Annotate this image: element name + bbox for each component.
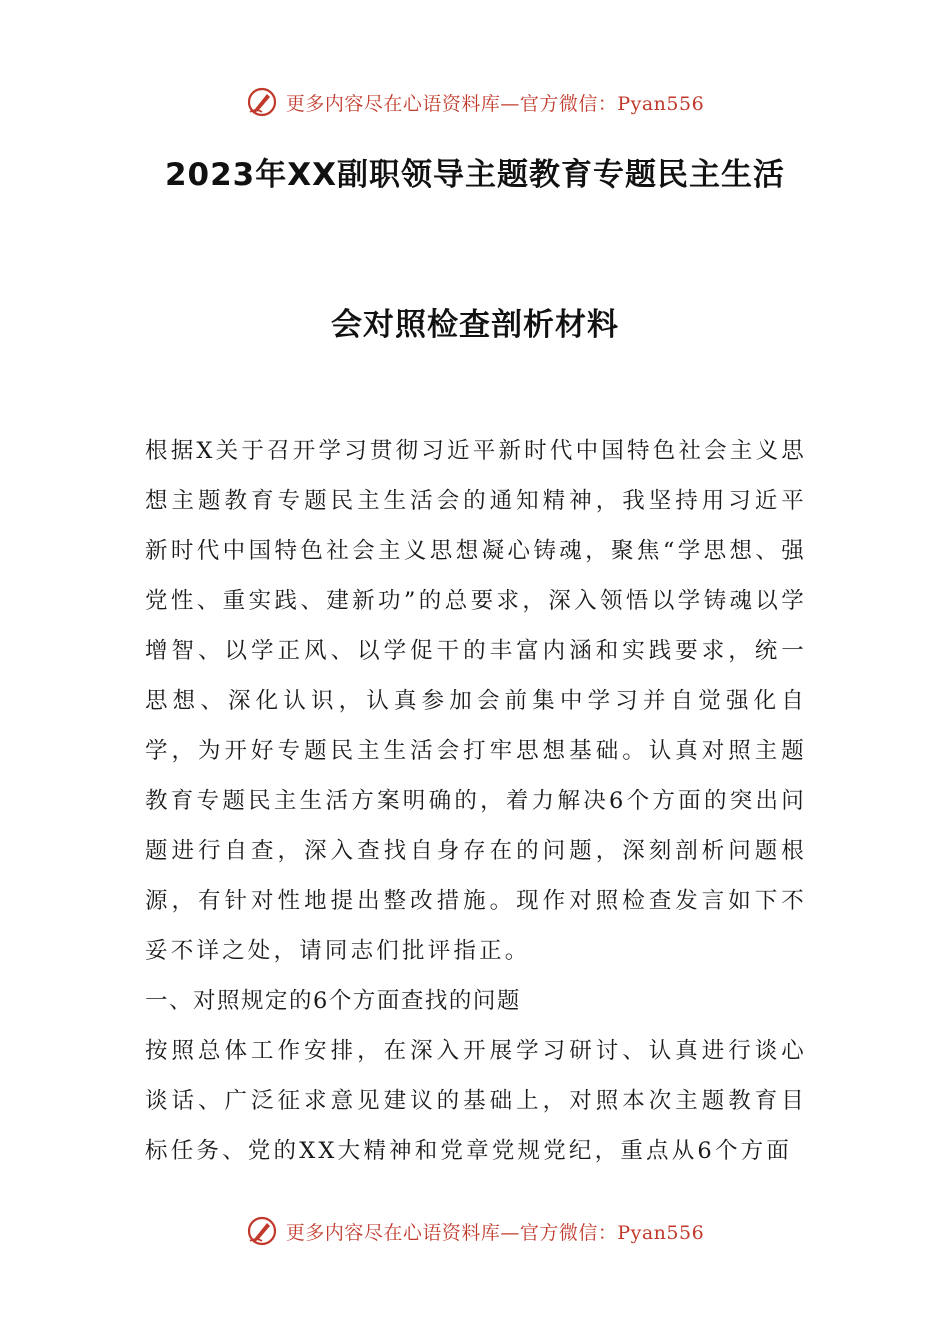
pen-logo-icon (246, 86, 278, 118)
watermark-text: 更多内容尽在心语资料库—官方微信：Pyan556 (285, 1221, 705, 1244)
pen-logo-icon (246, 1215, 278, 1247)
watermark-banner-top (0, 82, 950, 122)
document-body (145, 426, 807, 1176)
section-paragraph: 按照总体工作安排，在深入开展学习研讨、认真进行谈心谈话、广泛征求意见建议的基础上，对照本次主题教育目标任务、党的XX大精神和党章党规党纪，重点从6个方面 (145, 1038, 807, 1164)
watermark-banner-bottom (0, 1211, 950, 1251)
document-title-line-1: 2023年XX副职领导主题教育专题民主生活 (164, 157, 786, 193)
intro-paragraph: 根据X关于召开学习贯彻习近平新时代中国特色社会主义思想主题教育专题民主生活会的通知精神，我坚持用习近平新时代中国特色社会主义思想凝心铸魂，聚焦“学思想、强党性、重实践、建新功”的总要求，深入领悟以学铸魂以学增智、以学正风、以学促干的丰富内涵和实践要求，统一思想、深化认识，认真参加会前集中学习并自觉强化自学，为开好专题民主生活会打牢思想基础。认真对照主题教育专题民主生活方案明确的，着力解决6个方面的突出问题进行自查，深入查找自身存在的问题，深刻剖析问题根源，有针对性地提出整改措施。现作对照检查发言如下不妥不详之处，请同志们批评指正。 (145, 438, 807, 964)
watermark-text: 更多内容尽在心语资料库—官方微信：Pyan556 (285, 92, 705, 115)
section-heading: 一、对照规定的6个方面查找的问题 (145, 988, 521, 1014)
document-title-line-2: 会对照检查剖析材料 (331, 307, 619, 343)
